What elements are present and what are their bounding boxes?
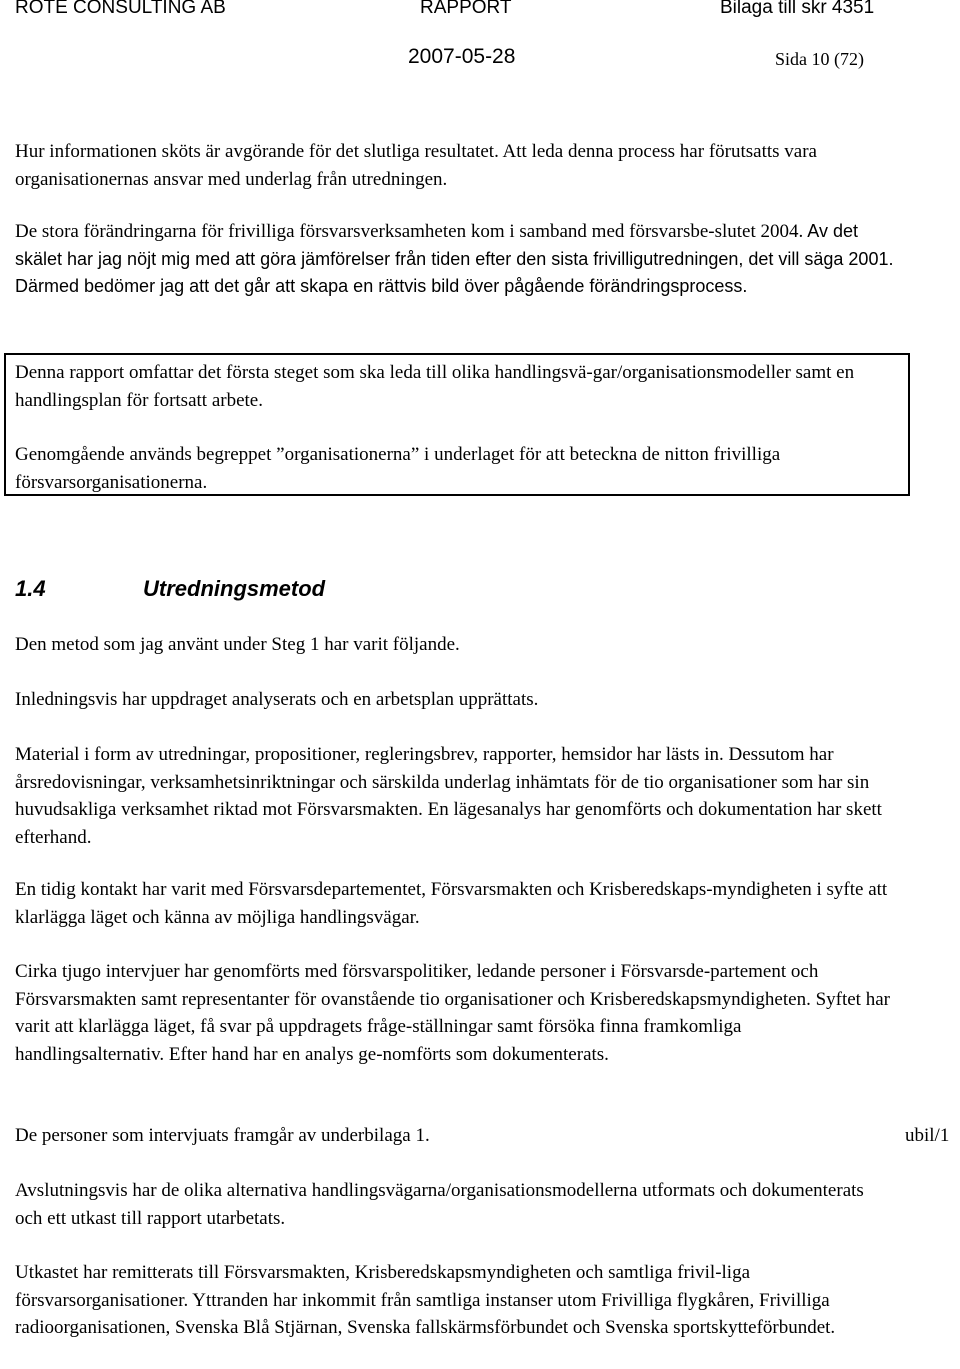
paragraph-consultation: Utkastet har remitterats till Försvarsmakten, Krisberedskapsmyndigheten och samtliga frivil-liga försvarsorganisationer. Yttranden har inkommit från samtliga instanser utom Frivilliga flygkåren, Frivilliga radioorganisationen, Svenska Blå Stjärnan, Svenska fallskärmsförbundet och Svenska sportskytteförbundet. bbox=[15, 1262, 836, 1338]
paragraph-changes-serif: De stora förändringarna för frivilliga försvarsverksamheten kom i samband med försvarsbe-slutet 2004. bbox=[15, 221, 804, 242]
paragraph-materials: Material i form av utredningar, propositioner, regleringsbrev, rapporter, hemsidor har lästs in. Dessutom har årsredovisningar, verksamhetsinriktningar och särskilda underlag inhämtats för de tio organisationer som har sin huvudsakliga verksamhet riktad mot Försvarsmakten. En lägesanalys har genomförts och dokumentation har skett efterhand. bbox=[15, 744, 882, 848]
section-title: Utredningsmetod bbox=[143, 576, 326, 601]
header-doc-type: RAPPORT bbox=[420, 0, 512, 18]
paragraph-method-intro: Den metod som jag använt under Steg 1 har varit följande. bbox=[15, 634, 460, 655]
paragraph-changes-sans: Av det skälet har jag nöjt mig med att göra jämförelser från tiden efter den sista frivilligutredningen, det vill säga 2001. Därmed bedömer jag att det går att skapa en rättvis bild över pågående förändringsprocess. bbox=[15, 221, 894, 296]
paragraph-terminology: Genomgående används begreppet ”organisationerna” i underlaget för att beteckna de nitton frivilliga försvarsorganisationerna. bbox=[15, 444, 781, 493]
paragraph-information: Hur informationen sköts är avgörande för det slutliga resultatet. Att leda denna process har förutsatts vara organisationernas ansvar med underlag från utredningen. bbox=[15, 141, 817, 190]
paragraph-interviews: Cirka tjugo intervjuer har genomförts med försvarspolitiker, ledande personer i Försvarsde-partement och Försvarsmakten samt representanter för ovanstående tio organisationer och Krisberedskapsmyndigheten. Syftet har varit att klarlägga läget, få svar på uppdragets fråge-ställningar samt försöka finna framkomliga handlingsalternativ. Efter hand har en analys ge-nomförts som dokumenterats. bbox=[15, 961, 890, 1065]
section-number: 1.4 bbox=[15, 576, 46, 601]
header-date: 2007-05-28 bbox=[408, 45, 516, 68]
paragraph-conclusion: Avslutningsvis har de olika alternativa handlingsvägarna/organisationsmodellerna utformats och dokumenterats och ett utkast till rapport utarbetats. bbox=[15, 1180, 864, 1229]
paragraph-interviewees: De personer som intervjuats framgår av underbilaga 1. bbox=[15, 1125, 430, 1146]
paragraph-changes bbox=[15, 218, 895, 301]
paragraph-initial-work: Inledningsvis har uppdraget analyserats och en arbetsplan upprättats. bbox=[15, 689, 539, 710]
header-page-number: Sida 10 (72) bbox=[775, 49, 864, 69]
header-company: ROTE CONSULTING AB bbox=[15, 0, 226, 18]
header-attachment: Bilaga till skr 4351 bbox=[720, 0, 875, 18]
paragraph-scope: Denna rapport omfattar det första steget som ska leda till olika handlingsvä-gar/organisationsmodeller samt en handlingsplan för fortsatt arbete. bbox=[15, 362, 855, 411]
paragraph-early-contact: En tidig kontakt har varit med Försvarsdepartementet, Försvarsmakten och Krisberedskaps-myndigheten i syfte att klarlägga läget och känna av möjliga handlingsvägar. bbox=[15, 879, 888, 928]
attachment-reference: ubil/1 bbox=[905, 1125, 950, 1146]
